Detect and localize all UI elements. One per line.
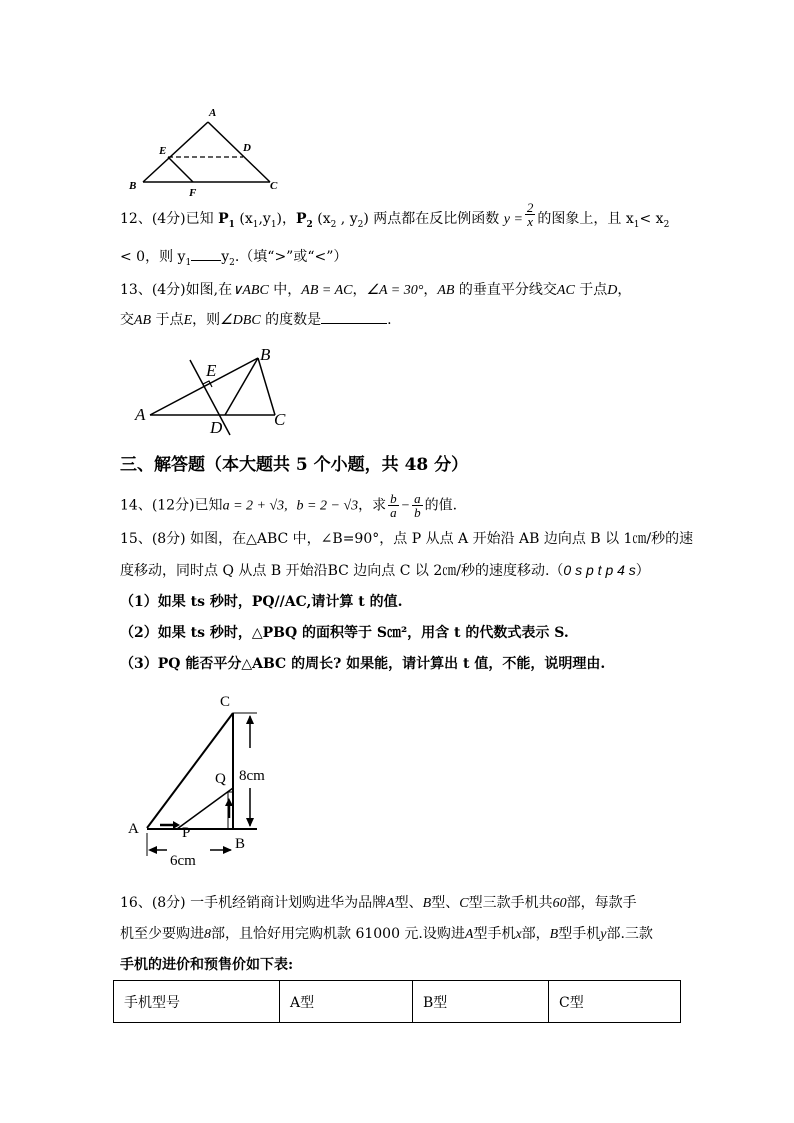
label-c: C: [274, 410, 286, 429]
q13-line1: 13、(4分)如图,在∨ABC 中，AB = AC，∠A = 30°，AB 的垂直平分线交AC 于点D，: [120, 282, 632, 298]
label-b: B: [235, 836, 246, 852]
label-b: B: [260, 345, 271, 364]
table-header-cell: B型: [413, 981, 549, 1023]
q12-line1: 12、(4分)已知 $P_1$ $(x_1,y_1)$，$P_2$ ($x_2$ , $y_2$) 两点都在反比例函数 y = $\frac{2}{x}$ 的图象上，且 $x_1< x_2$: [120, 199, 670, 230]
label-a: A: [209, 107, 217, 119]
q16-line3: 手机的进价和预售价如下表:: [120, 957, 294, 973]
q16-line2: 机至少要购进8部，且恰好用完购机款 61000 元.设购进A型手机x部，B型手机y部.三款: [120, 926, 653, 942]
figure-perpendicular-bisector: [130, 340, 300, 440]
section-heading: 三、解答题（本大题共 5 个小题，共 48 分）: [120, 455, 469, 475]
q12-line2: < 0，则 $y_1$ $y_2$.（填“>”或“<”）: [120, 249, 348, 268]
label-c: C: [220, 694, 231, 710]
table-header-cell: A型: [280, 981, 413, 1023]
label-p: P: [182, 825, 191, 841]
q15-sub1: （1）如果 ts 秒时，PQ//AC,请计算 t 的值.: [120, 594, 403, 610]
label-d: D: [210, 418, 223, 437]
q14: 14、(12分)已知a = 2 + √3, b = 2 − √3，求 $\frac{b}{a}$ − $\frac{a}{b}$ 的值.: [120, 491, 458, 520]
figure-triangle-ade: [125, 105, 285, 200]
table-row: [114, 981, 681, 1023]
q13-answer-blank: [321, 323, 387, 324]
q16-line1: 16、(8分) 一手机经销商计划购进华为品牌A型、B型、C型三款手机共60部，每款手: [120, 895, 637, 911]
table-header-cell: 手机型号: [114, 981, 280, 1023]
figure-right-triangle: [125, 688, 285, 873]
label-d: D: [243, 142, 251, 154]
label-a: A: [128, 821, 139, 837]
label-q: Q: [215, 771, 226, 787]
phone-price-table: [113, 980, 681, 1023]
label-height: 8cm: [239, 768, 265, 784]
table-header-cell: C型: [549, 981, 681, 1023]
label-e: E: [159, 145, 167, 157]
q12-answer-blank: [191, 260, 221, 261]
label-e: E: [206, 361, 217, 380]
label-c: C: [270, 180, 278, 192]
label-f: F: [189, 187, 197, 199]
label-a: A: [135, 405, 146, 424]
label-b: B: [129, 180, 137, 192]
q15-line2: 度移动，同时点 Q 从点 B 开始沿BC 边向点 C 以 2㎝/秒的速度移动.（0 s p t p 4 s）: [120, 562, 650, 579]
q15-line1: 15、(8分) 如图，在△ABC 中，∠B=90°，点 P 从点 A 开始沿 AB 边向点 B 以 1㎝/秒的速: [120, 531, 694, 547]
label-width: 6cm: [170, 853, 196, 869]
q13-line2: 交AB 于点E，则∠DBC 的度数是 .: [120, 312, 392, 328]
q15-sub3: （3）PQ 能否平分△ABC 的周长? 如果能，请计算出 t 值，不能，说明理由.: [120, 656, 606, 672]
q15-sub2: （2）如果 ts 秒时，△PBQ 的面积等于 S㎝²，用含 t 的代数式表示 S.: [120, 625, 569, 641]
